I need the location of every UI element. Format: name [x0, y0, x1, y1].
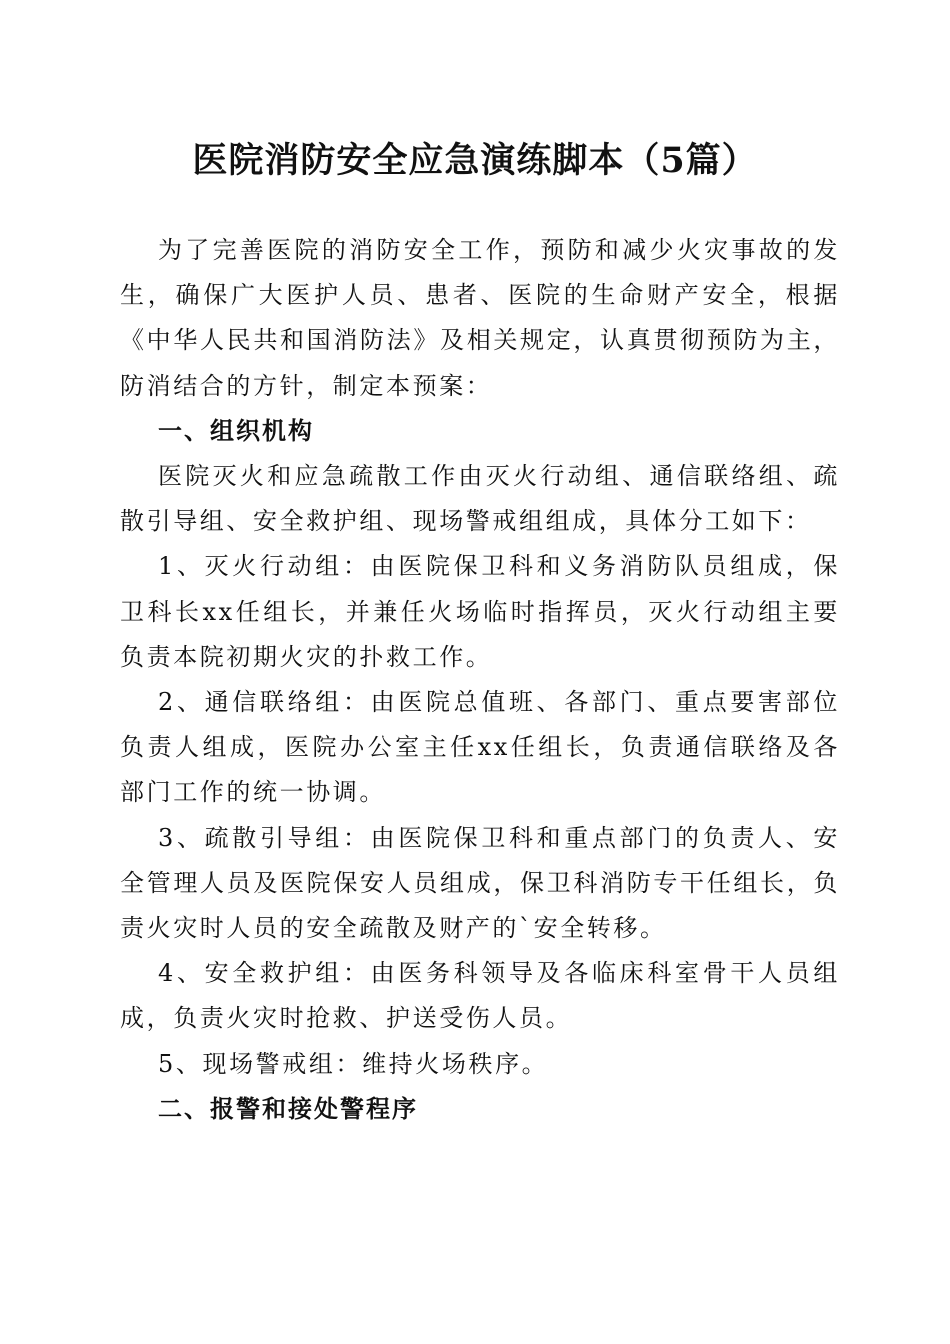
intro-paragraph: 为了完善医院的消防安全工作，预防和减少火灾事故的发生，确保广大医护人员、患者、医院的生命财产安全，根据《中华人民共和国消防法》及相关规定，认真贯彻预防为主，防消结合的方针，制定本预案：: [120, 236, 840, 400]
organization-intro-paragraph: 医院灭火和应急疏散工作由灭火行动组、通信联络组、疏散引导组、安全救护组、现场警戒组组成，具体分工如下：: [120, 462, 840, 536]
document-title: 医院消防安全应急演练脚本（5篇）: [192, 140, 758, 181]
section-heading-alarm-procedure: 二、报警和接处警程序: [158, 1094, 418, 1123]
document-body: [120, 228, 840, 1132]
list-item-guard-group: 5、现场警戒组：维持火场秩序。: [158, 1049, 549, 1078]
list-item-rescue-group: 4、安全救护组：由医务科领导及各临床科室骨干人员组成，负责火灾时抢救、护送受伤人员。: [120, 959, 840, 1033]
list-item-fire-fighting-group: 1、灭火行动组：由医院保卫科和义务消防队员组成，保卫科长xx任组长，并兼任火场临时指挥员，灭火行动组主要负责本院初期火灾的扑救工作。: [120, 552, 840, 671]
section-heading-organization: 一、组织机构: [158, 416, 314, 445]
list-item-evacuation-group: 3、疏散引导组：由医院保卫科和重点部门的负责人、安全管理人员及医院保安人员组成，保卫科消防专干任组长，负责火灾时人员的安全疏散及财产的`安全转移。: [120, 823, 840, 943]
list-item-communication-group: 2、通信联络组：由医院总值班、各部门、重点要害部位负责人组成，医院办公室主任xx任组长，负责通信联络及各部门工作的统一协调。: [120, 688, 840, 807]
